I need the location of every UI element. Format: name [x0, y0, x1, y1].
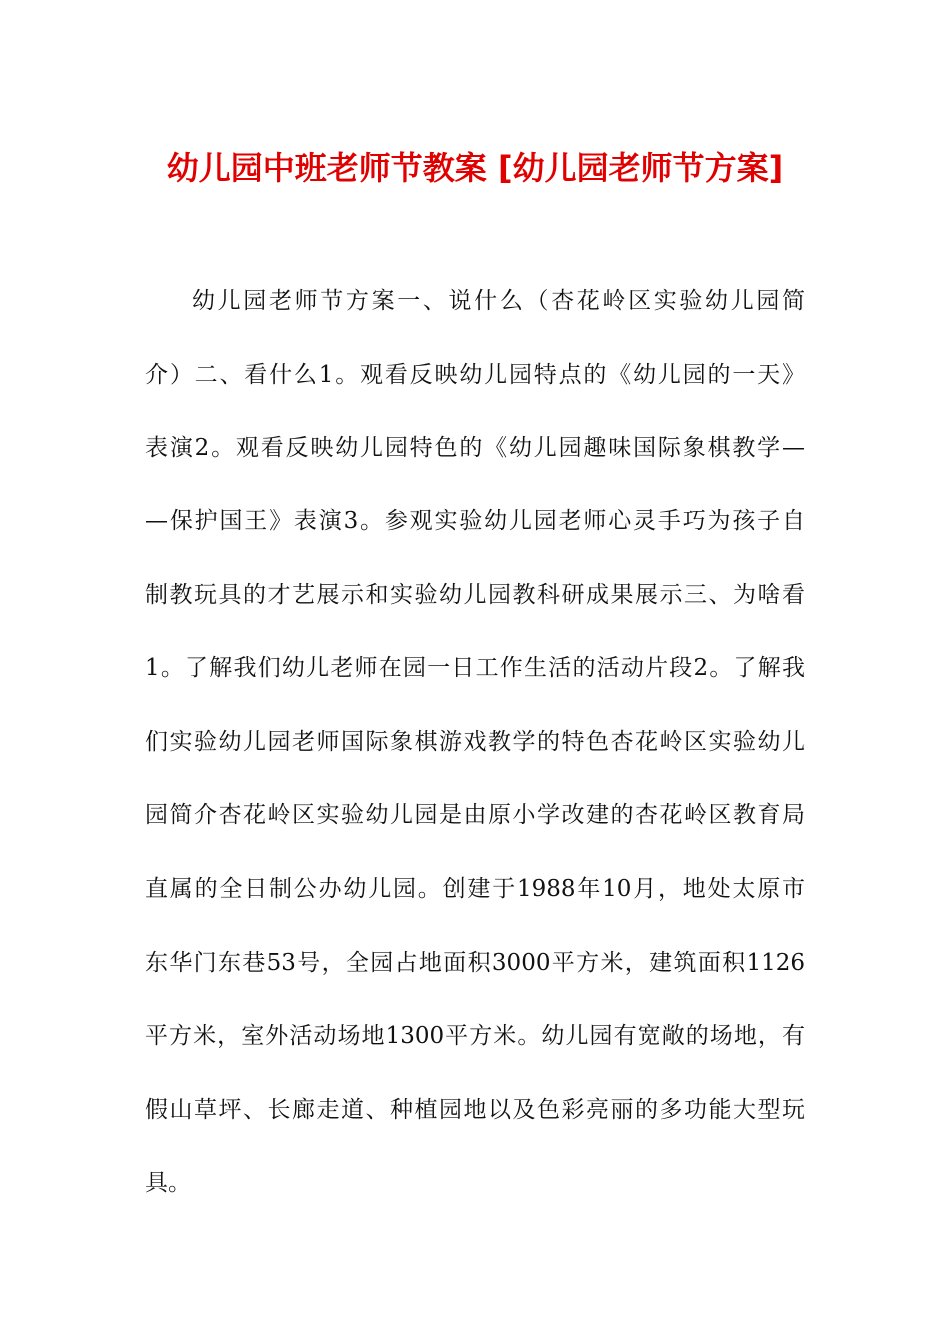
paragraph-line: 具。 [145, 1170, 191, 1196]
paragraph-line: 园简介杏花岭区实验幼儿园是由原小学改建的杏花岭区教育局 [145, 802, 805, 828]
paragraph-line: 东华门东巷53号，全园占地面积3000平方米，建筑面积1126 [145, 950, 805, 976]
paragraph-line: 假山草坪、长廊走道、种植园地以及色彩亮丽的多功能大型玩 [145, 1097, 805, 1123]
paragraph-line: 1。了解我们幼儿老师在园一日工作生活的活动片段2。了解我 [145, 655, 805, 681]
paragraph-line: 们实验幼儿园老师国际象棋游戏教学的特色杏花岭区实验幼儿 [145, 729, 805, 755]
paragraph-line: 幼儿园老师节方案一、说什么（杏花岭区实验幼儿园简 [192, 288, 805, 314]
paragraph-line: 直属的全日制公办幼儿园。创建于1988年10月，地处太原市 [145, 876, 805, 902]
paragraph-line: 介）二、看什么1。观看反映幼儿园特点的《幼儿园的一天》 [145, 362, 805, 388]
paragraph-line: 制教玩具的才艺展示和实验幼儿园教科研成果展示三、为啥看 [145, 582, 805, 608]
paragraph-line: 平方米，室外活动场地1300平方米。幼儿园有宽敞的场地，有 [145, 1023, 805, 1049]
paragraph-line: —保护国王》表演3。参观实验幼儿园老师心灵手巧为孩子自 [145, 508, 805, 534]
document-title: 幼儿园中班老师节教案 [幼儿园老师节方案] [166, 149, 784, 187]
paragraph-line: 表演2。观看反映幼儿园特色的《幼儿园趣味国际象棋教学— [145, 435, 805, 461]
